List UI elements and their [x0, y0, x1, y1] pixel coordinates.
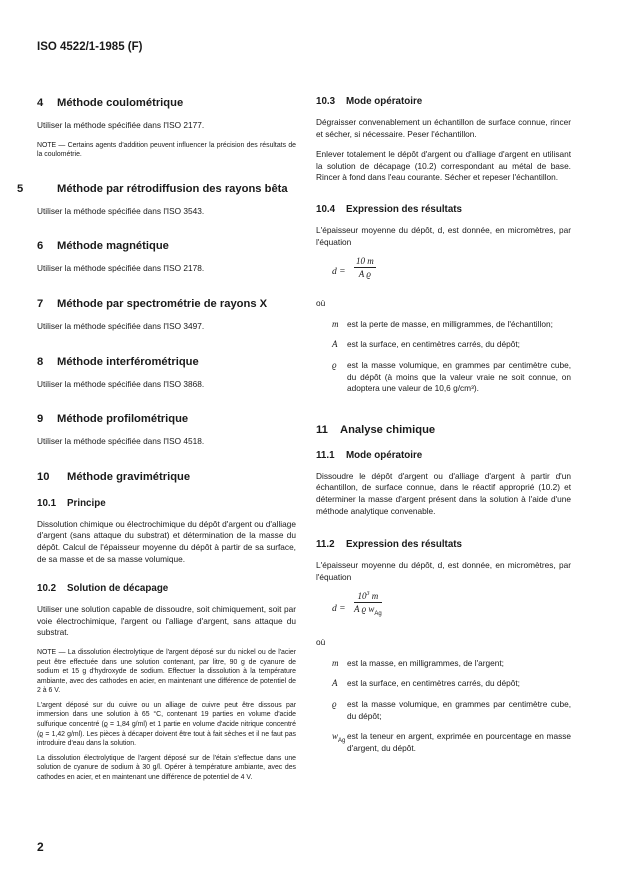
definition-w-ag — [316, 731, 571, 754]
section-11-heading: 11 Analyse chimique — [316, 423, 436, 436]
equation-numerator: $10^3$ m — [357, 591, 379, 602]
section-11-1-text: Dissoudre le dépôt d'argent ou d'alliage d'argent à partir d'un échantillon, de surface connue, dans le réactif approprié (10.2) et déterminer la masse d'argent présent dans la solution à l'aide d'une méthode analytique convenable. — [316, 470, 571, 516]
section-10-4-text: L'épaisseur moyenne du dépôt, d, est donnée, en micromètres, par l'équation — [316, 224, 571, 247]
definition-text: est la masse volumique, en grammes par centimètre cube, du dépôt (à moins que la valeur vraie ne soit connue, on adoptera une valeur de 10,6 g/cm³). — [347, 359, 571, 394]
section-9-text: Utiliser la méthode spécifiée dans l'ISO 4518. — [37, 436, 205, 447]
section-10-2-note-3: La dissolution électrolytique de l'argent déposé sur de l'étain s'effectue dans une solution de cyanure de sodium à 30 g/l. Opérer à température ambiante, avec des cathodes en acier, et en maintenant une différence de potentiel de 4 V. — [37, 754, 296, 782]
section-10-2-text: Utiliser une solution capable de dissoudre, soit chimiquement, soit par voie électrochimique, l'argent ou l'alliage d'argent, sans attaque du substrat. — [37, 604, 296, 638]
section-10-1-heading: 10.1 Principe — [37, 497, 106, 509]
equation-fraction — [354, 256, 376, 279]
section-5-text: Utiliser la méthode spécifiée dans l'ISO 3543. — [37, 205, 205, 216]
equation-10-4 — [316, 256, 571, 290]
equation-11-2 — [316, 591, 571, 629]
section-4-note: NOTE — Certains agents d'addition peuvent influencer la précision des résultats de la coulométrie. — [37, 141, 296, 159]
definition-rho — [316, 360, 571, 395]
symbol: A — [332, 678, 338, 689]
section-6-text: Utiliser la méthode spécifiée dans l'ISO 2178. — [37, 263, 205, 274]
section-10-3-text-2: Enlever totalement le dépôt d'argent ou d'alliage d'argent en utilisant la solution de décapage (10.2) correspondant au métal de base. Rincer à fond dans l'eau courante. Sécher et repeser l'échantillon. — [316, 149, 571, 183]
section-11-2-heading: 11.2 Expression des résultats — [316, 539, 462, 551]
symbol: $w_{Ag}$ — [332, 731, 346, 745]
section-10-4-heading: 10.4 Expression des résultats — [316, 203, 462, 215]
where-label: où — [316, 298, 326, 309]
definition-m — [316, 658, 571, 670]
section-10-heading: 10 Méthode gravimétrique — [37, 470, 191, 483]
section-10-3-heading: 10.3 Mode opératoire — [316, 96, 423, 107]
equation-lhs: d = — [332, 267, 346, 278]
document-header: ISO 4522/1-1985 (F) — [37, 41, 143, 53]
equation-numerator: 10 m — [356, 256, 374, 267]
section-6-heading: 6 Méthode magnétique — [37, 240, 169, 253]
definition-text: est la masse volumique, en grammes par centimètre cube, du dépôt; — [347, 699, 571, 721]
section-7-heading: 7 Méthode par spectrométrie de rayons X — [37, 297, 268, 310]
definition-text: est la surface, en centimètres carrés, du dépôt; — [347, 678, 520, 689]
section-4-heading: 4 Méthode coulométrique — [37, 97, 184, 109]
section-10-2-note-1: NOTE — La dissolution électrolytique de l'argent déposé sur du nickel ou de l'acier peut être effectuée dans une solution contenant, par litre, 90 g de cyanure de sodium et 15 g d'hydroxyde de sodium. Effectuer la dissolution à la température ambiante, avec des cathodes en acier, en maintenant une différence de potentiel de 2 à 6 V. — [37, 648, 296, 695]
right-column — [316, 96, 571, 754]
symbol: m — [332, 318, 339, 329]
definition-rho — [316, 699, 571, 722]
section-8-heading: 8 Méthode interférométrique — [37, 355, 199, 368]
definition-a — [316, 678, 571, 690]
where-label: où — [316, 637, 326, 648]
section-10-2-heading: 10.2 Solution de décapage — [37, 583, 169, 595]
definition-text: est la masse, en milligrammes, de l'argent; — [347, 657, 504, 668]
definition-m — [316, 319, 571, 331]
definition-text: est la teneur en argent, exprimée en pourcentage en masse d'argent, du dépôt. — [347, 731, 571, 753]
section-8-text: Utiliser la méthode spécifiée dans l'ISO 3868. — [37, 378, 205, 389]
definition-text: est la surface, en centimètres carrés, du dépôt; — [347, 339, 520, 350]
symbol: m — [332, 657, 339, 668]
equation-lhs: d = — [332, 604, 346, 615]
symbol: ϱ — [332, 359, 337, 370]
definition-a — [316, 339, 571, 351]
definition-text: est la perte de masse, en milligrammes, de l'échantillon; — [347, 318, 553, 329]
equation-fraction — [354, 591, 382, 617]
equation-denominator: A ϱ $w_{Ag}$ — [354, 604, 382, 618]
symbol: A — [332, 339, 338, 350]
section-9-heading: 9 Méthode profilométrique — [37, 413, 189, 426]
left-column — [17, 96, 296, 783]
section-11-2-text: L'épaisseur moyenne du dépôt, d, est donnée, en micromètres, par l'équation — [316, 560, 571, 582]
symbol: ϱ — [332, 699, 337, 710]
page-number: 2 — [37, 840, 44, 854]
section-7-text: Utiliser la méthode spécifiée dans l'ISO 3497. — [37, 320, 205, 331]
section-4-text: Utiliser la méthode spécifiée dans l'ISO 2177. — [37, 120, 205, 130]
section-10-3-text-1: Dégraisser convenablement un échantillon de surface connue, rincer et sécher, si nécessaire. Peser l'échantillon. — [316, 117, 571, 139]
section-10-2-note-2: L'argent déposé sur du cuivre ou un alliage de cuivre peut être dissous par immersion dans une solution à 65 °C, contenant 19 parties en volume d'acide sulfurique concentré (ϱ = 1,84 g/ml) et 1 partie en volume d'acide nitrique concentré (ϱ = 1,42 g/ml). Les pièces à décaper doivent être tout à fait sèches et il ne faut pas introduire d'eau dans la solution. — [37, 701, 296, 748]
section-5-heading: 5 Méthode par rétrodiffusion des rayons bêta — [17, 182, 288, 195]
section-10-1-text: Dissolution chimique ou électrochimique du dépôt d'argent ou d'alliage d'argent (sans attaque du substrat) et détermination de la masse du dépôt. Calcul de l'épaisseur moyenne du dépôt à partir de sa surface, de sa masse et de sa masse volumique. — [37, 518, 296, 564]
equation-denominator: A ϱ — [358, 269, 371, 280]
section-11-1-heading: 11.1 Mode opératoire — [316, 449, 423, 461]
